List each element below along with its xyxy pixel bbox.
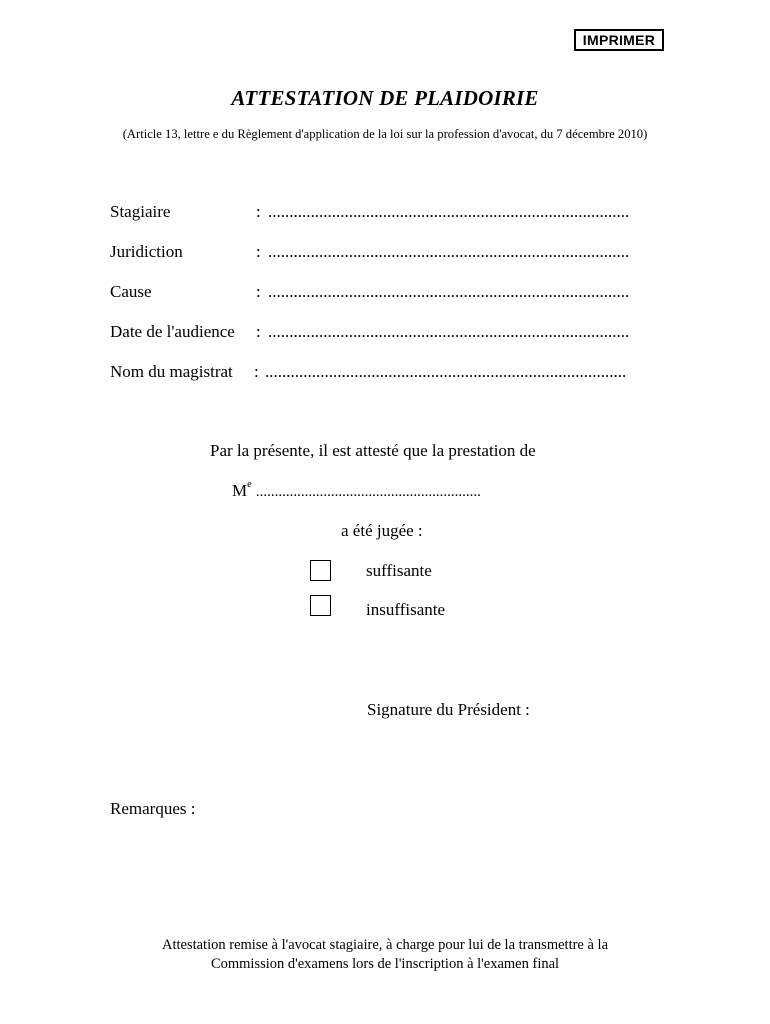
footer-note [0,936,770,974]
field-colon: : [256,242,261,261]
document-title: ATTESTATION DE PLAIDOIRIE [231,86,539,110]
field-colon: : [256,322,261,341]
field-colon: : [254,362,259,381]
cause-input[interactable]: ..................................................................................... [268,282,630,301]
maitre-name-input[interactable]: ............................................................ [255,484,481,500]
field-label: Juridiction [110,242,183,261]
signature-label: Signature du Président : [367,700,530,719]
print-button[interactable]: IMPRIMER [574,29,664,51]
document-subtitle: (Article 13, lettre e du Règlement d'application de la loi sur la profession d'avocat, du 7 décembre 2010) [122,127,648,141]
checkbox-suffisante[interactable] [310,560,331,581]
option-insuffisante-label: insuffisante [366,600,446,619]
maitre-line [232,481,481,501]
nom-magistrat-input[interactable]: ..................................................................................... [265,362,627,381]
field-label: Cause [110,282,152,301]
remarks-label: Remarques : [110,799,196,818]
footer-line-2: Commission d'examens lors de l'inscription à l'examen final [210,956,560,972]
stagiaire-input[interactable]: ..................................................................................... [268,202,630,221]
checkbox-insuffisante[interactable] [310,595,331,616]
option-suffisante-label: suffisante [366,561,432,580]
footer-line-1: Attestation remise à l'avocat stagiaire, à charge pour lui de la transmettre à la [161,937,609,953]
field-label: Date de l'audience [110,322,235,341]
date-audience-input[interactable]: ..................................................................................... [268,322,630,341]
attestation-statement: Par la présente, il est attesté que la prestation de [210,441,536,460]
maitre-superscript: e [247,479,252,490]
field-label: Nom du magistrat [110,362,233,381]
juridiction-input[interactable]: ..................................................................................... [268,242,630,261]
field-label: Stagiaire [110,202,171,221]
field-colon: : [256,202,261,221]
judged-label: a été jugée : [341,521,423,540]
field-colon: : [256,282,261,301]
maitre-prefix: M [232,481,248,500]
